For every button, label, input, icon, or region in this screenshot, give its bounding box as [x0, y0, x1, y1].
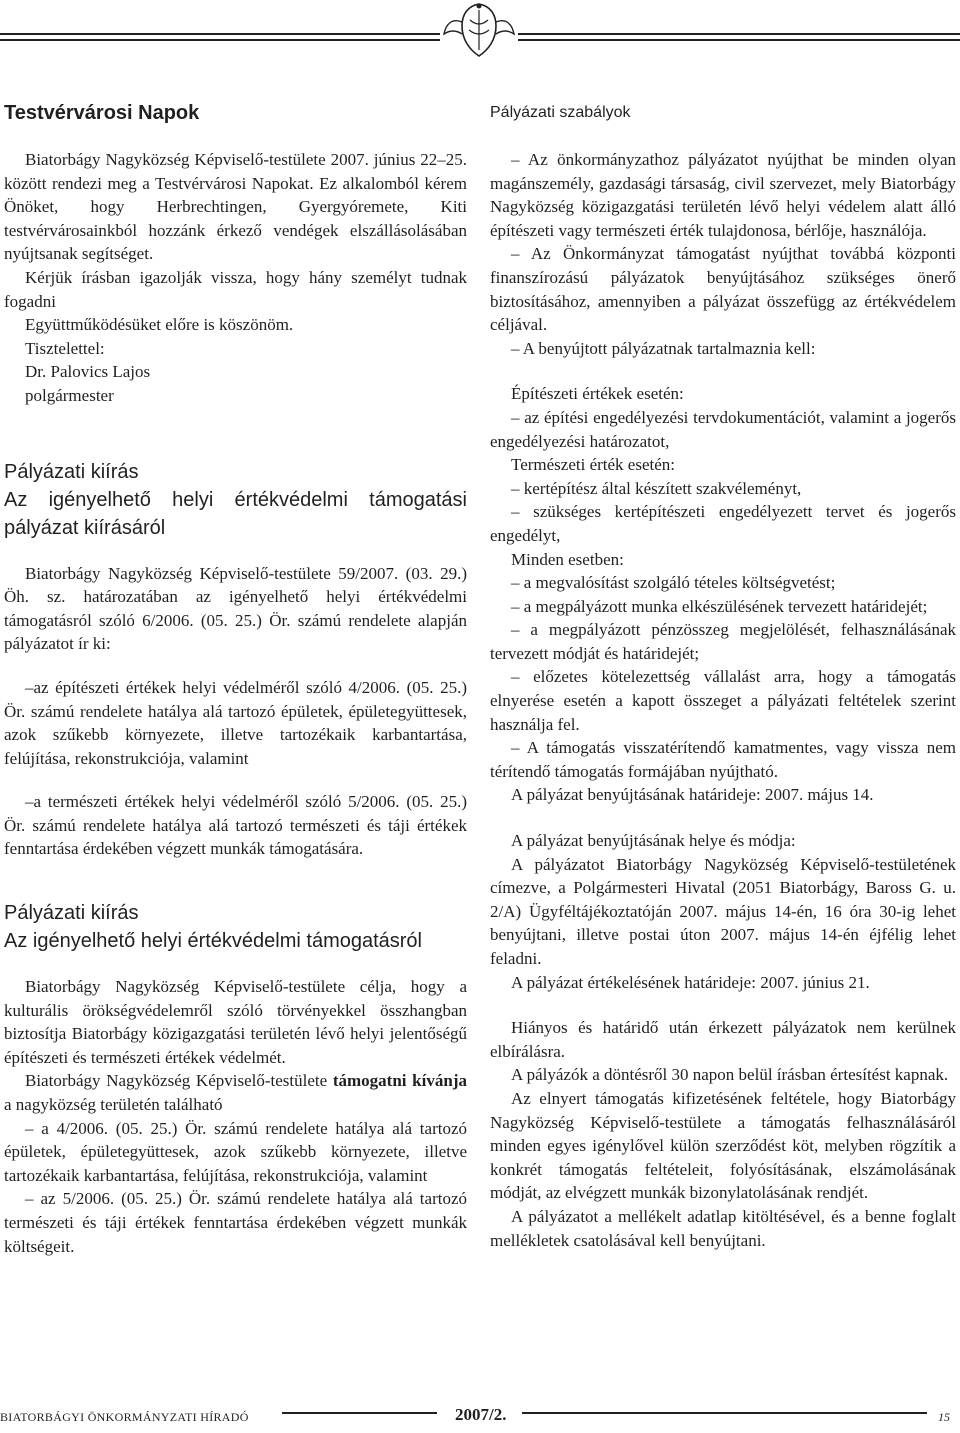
section-title-palyazati-kiiras-2: Pályázati kiírás [4, 902, 139, 925]
heading-testvervarosi-napok: Testvérvárosi Napok [4, 102, 200, 124]
header-rule-left-bottom [0, 39, 440, 41]
paragraph-hatarozat: Biatorbágy Nagyközség Képviselő-testülete 59/2007. (03. 29.) Öh. sz. határozatában az igényelhető helyi értékvédelmi támogatásról szóló 6/2006. (05. 25.) Ör. számú rendelete alapján pályázatot ír ki: [4, 563, 467, 654]
header-rule-right-top [518, 33, 960, 35]
footer-rule-left [282, 1412, 437, 1414]
paragraph-benyujtas: A pályázatot Biatorbágy Nagyközség Képviselő-testületének címezve, a Polgármesteri Hivatal (2051 Biatorbágy, Baross G. u. 2/A) Ügyféltájékoztatóján 2007. május 14-én, 16 óra 30-ig lehet benyújtani, illetve postai úton 2007. május 14-én éjfélig lehet feladni. [490, 854, 956, 968]
header-rule-right-bottom [518, 39, 960, 41]
text-run: Biatorbágy Nagyközség Képviselő-testülete [25, 1071, 333, 1091]
list-item-kertepiteszeti: – szükséges kertépítészeti engedélyezett tervet és jogerős engedélyt, [490, 502, 956, 545]
header-rule-left-top [0, 33, 440, 35]
paragraph-invitation: Biatorbágy Nagyközség Képviselő-testülete 2007. június 22–25. között rendezi meg a Testvérvárosi Napokat. Ez alkalomból kérem Önöket, hogy Herbrechtingen, Gyergyóremete, Kiti testvérvárosainkból hozzánk érkező vendégek elszállásolásában nyújtsanak segítséget. [4, 150, 467, 264]
rule-ertekeles: A pályázat értékelésének határideje: 2007. június 21. [511, 972, 870, 992]
section-subtitle-tamogatasrol: Az igényelhető helyi értékvédelmi támogatásról [4, 930, 422, 953]
page-header [0, 0, 960, 60]
bold-text-tamogatni: támogatni kívánja [332, 1071, 467, 1091]
signature-name: Dr. Palovics Lajos [25, 362, 151, 382]
list-item-4-2006: – a 4/2006. (05. 25.) Ör. számú rendelete hatálya alá tartozó épületek, épületegyüttesek, azok szűkebb környezete, illetve tartozékaik karbantartása, felújítása, rekonstrukciója, valamint [4, 1118, 467, 1185]
list-item-5-2006: – az 5/2006. (05. 25.) Ör. számú rendelete hatálya alá tartozó természeti és táji értékek fenntartása érdekében végzett munkák költségeit. [4, 1189, 467, 1256]
section-title-palyazati-kiiras-1: Pályázati kiírás [4, 460, 139, 483]
left-column [4, 100, 467, 1258]
rule-eligibility: – Az önkormányzathoz pályázatot nyújthat be minden olyan magánszemély, gazdasági társaság, civil szervezet, mely Biatorbágy Nagyközség közigazgatási területén lévő helyi védelem alatt álló építészeti vagy természeti érték tulajdonosa, bérlője, használója. [490, 150, 956, 240]
footer-rule-right [522, 1412, 927, 1414]
text-run: a nagyközség területén található [4, 1095, 223, 1115]
list-item-kotelezettseg: – előzetes kötelezettség vállalást arra, hogy a támogatás elnyerése esetén a kapott összeget a pályázati feltételek szerint használja fel. [490, 667, 956, 734]
signature-greeting: Tisztelettel: [25, 338, 105, 358]
heading-palyazati-szabalyok: Pályázati szabályok [490, 104, 631, 121]
list-item-termeszeti: –a természeti értékek helyi védelméről szóló 5/2006. (05. 25.) Ör. számú rendelete hatálya alá tartozó természeti és táji értékek fenntartása érdekében végzett munkák támogatására. [4, 792, 467, 859]
footer-publication: BIATORBÁGYI ÖNKORMÁNYZATI HÍRADÓ [0, 1410, 249, 1424]
paragraph-confirmation: Kérjük írásban igazolják vissza, hogy hány személyt tudnak fogadni [4, 267, 467, 311]
paragraph-tamogatni [4, 1069, 467, 1116]
list-item-hatarido: – a megpályázott munka elkészülésének tervezett határidejét; [511, 596, 928, 616]
right-column [490, 100, 956, 1252]
list-item-koltsegvetes: – a megvalósítást szolgáló tételes költségvetést; [511, 573, 836, 593]
rule-visszaterites: – A támogatás visszatérítendő kamatmentes, vagy vissza nem térítendő támogatás formájában nyújtható. [490, 738, 956, 781]
rule-onero: – Az Önkormányzat támogatást nyújthat továbbá központi finanszírozású pályázatok benyújtásához szükséges önerő biztosításához, amennyiben a pályázat összefügg az értékvédelem céljával. [490, 244, 956, 335]
subheading-minden-esetben: Minden esetben: [511, 549, 624, 569]
list-item-tervdokumentacio: – az építési engedélyezési tervdokumentációt, valamint a jogerős engedélyezési határozatot, [490, 407, 956, 451]
list-item-szakvelemeny: – kertépítész által készített szakvéleményt, [511, 478, 802, 498]
rule-contents: – A benyújtott pályázatnak tartalmaznia kell: [511, 338, 816, 358]
subheading-hely-modja: A pályázat benyújtásának helye és módja: [511, 831, 796, 851]
footer-issue: 2007/2. [455, 1405, 507, 1424]
list-item-penzosszeg: – a megpályázott pénzösszeg megjelölését, felhasználásának tervezett módját és határidejét; [490, 620, 956, 663]
paragraph-cel: Biatorbágy Nagyközség Képviselő-testülete célja, hogy a kulturális örökségvédelemről szóló törvényekkel összhangban biztosítja Biatorbágy közigazgatási területén lévő helyi jelentőségű építészeti és természeti értékek védelmét. [4, 977, 467, 1067]
rule-ertesites: A pályázók a döntésről 30 napon belül írásban értesítést kapnak. [511, 1065, 949, 1085]
paragraph-thanks: Együttműködésüket előre is köszönöm. [25, 315, 294, 335]
list-item-epiteszeti: –az építészeti értékek helyi védelméről szóló 4/2006. (05. 25.) Ör. számú rendelete hatálya alá tartozó épületek, épületegyüttesek, azok szűkebb környezete, illetve tartozékaik karbantartása, felújítása, rekonstrukciója, valamint [4, 677, 467, 768]
rule-hianyos: Hiányos és határidő után érkezett pályázatok nem kerülnek elbírálásra. [490, 1018, 956, 1061]
footer-page-number: 15 [938, 1410, 950, 1424]
section-subtitle-palyazat-kiirasarol: Az igényelhető helyi értékvédelmi támogatási pályázat kiírásáról [4, 488, 467, 539]
rule-adatlap: A pályázatot a mellékelt adatlap kitöltésével, és a benne foglalt mellékletek csatolásával kell benyújtani. [490, 1206, 956, 1250]
rule-kifizetes: Az elnyert támogatás kifizetésének feltétele, hogy Biatorbágy Nagyközség Képviselő-testülete a támogatás felhasználásáról minden egyes igénylővel külön szerződést köt, melyben rögzítik a konkrét támogatás feltételeit, folyósításának, elszámolásának módját, az elvégzett munkák bizonylatolásának rendjét. [490, 1088, 956, 1203]
rule-deadline: A pályázat benyújtásának határideje: 2007. május 14. [511, 785, 874, 805]
subheading-termeszeti: Természeti érték esetén: [511, 455, 675, 475]
coat-of-arms-icon [440, 0, 518, 60]
subheading-epiteszeti: Építészeti értékek esetén: [511, 384, 684, 404]
signature-title: polgármester [25, 385, 114, 405]
